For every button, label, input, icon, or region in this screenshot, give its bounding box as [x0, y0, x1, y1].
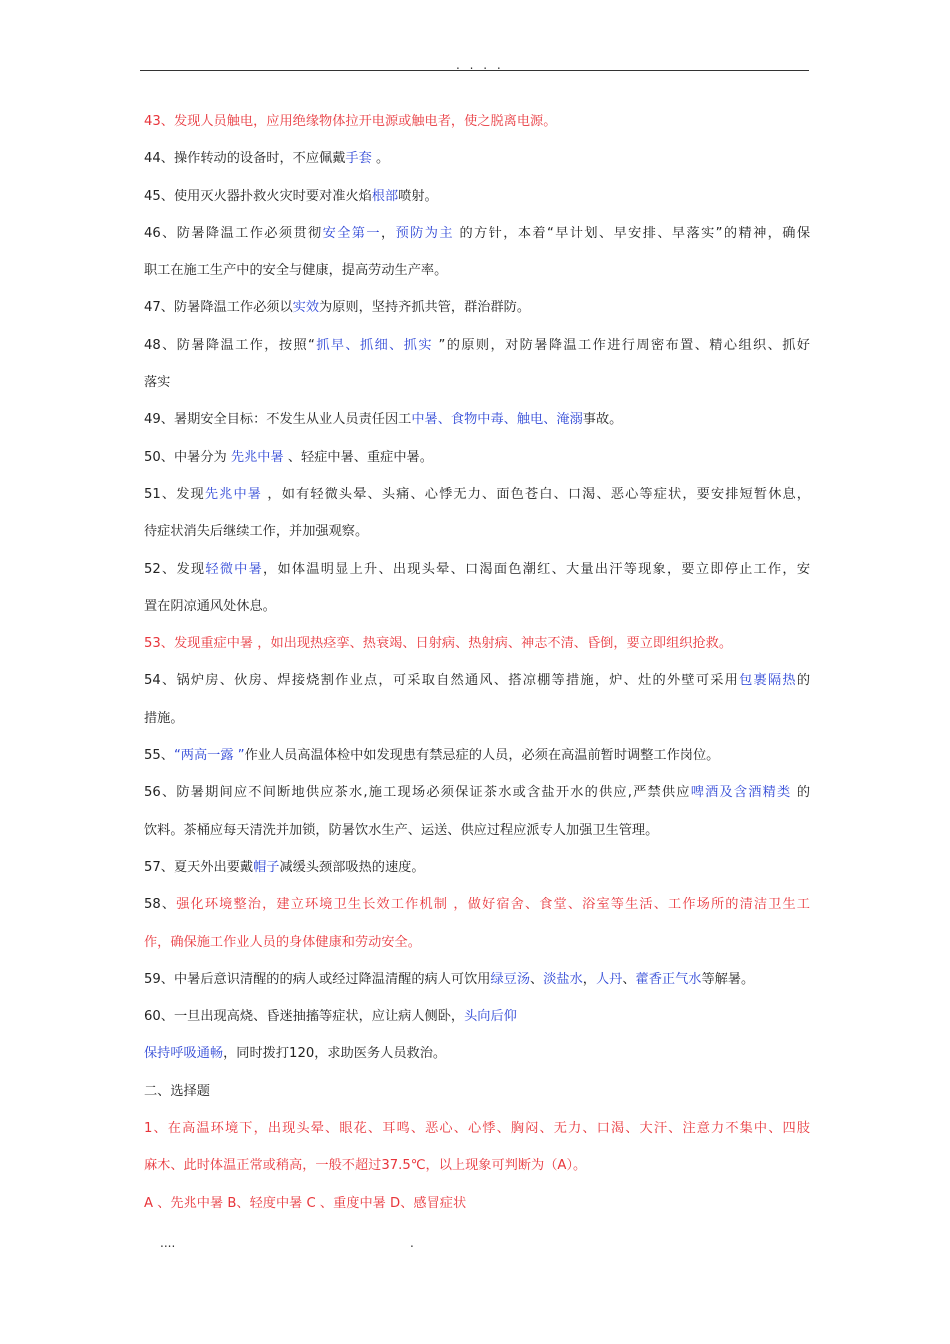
answer-text: 先兆中暑 — [230, 449, 284, 465]
body-text: 的 — [796, 673, 811, 689]
answer-text: “两高一露 ” — [173, 748, 245, 764]
body-text: 48、防暑降温工作，按照“ — [144, 337, 315, 353]
highlight-text: 作，确保施工作业人员的身体健康和劳动安全。 — [144, 934, 421, 950]
footer-right-dot: . — [410, 1236, 414, 1250]
body-text: 减缓头颈部吸热的速度。 — [279, 859, 425, 875]
body-text: 44、操作转动的设备时，不应佩戴 — [144, 151, 346, 167]
answer-text: 藿香正气水 — [635, 971, 702, 987]
body-text: 二、选择题 — [144, 1083, 210, 1099]
body-text: 措施。 — [144, 710, 184, 726]
body-text: 49、暑期安全目标：不发生从业人员责任因工 — [144, 412, 412, 428]
answer-text: 保持呼吸通畅 — [144, 1046, 224, 1062]
answer-text: 预防为主 — [395, 225, 454, 241]
body-text: 47、防暑降温工作必须以 — [144, 300, 293, 316]
text-line — [144, 1035, 810, 1072]
body-text: 51、发现 — [144, 486, 205, 502]
text-line — [144, 364, 810, 401]
body-text: 46、防暑降温工作必须贯彻 — [144, 225, 323, 241]
answer-text: 中暑、食物中毒、触电、淹溺 — [411, 412, 583, 428]
text-line — [144, 737, 810, 774]
answer-text: 安全第一 — [322, 225, 381, 241]
text-line — [144, 439, 810, 476]
text-line — [144, 625, 810, 662]
text-line — [144, 924, 810, 961]
text-line — [144, 178, 810, 215]
text-line — [144, 812, 810, 849]
body-text: 事故。 — [582, 412, 623, 428]
body-text: 52、发现 — [144, 561, 206, 577]
body-text: 职工在施工生产中的安全与健康，提高劳动生产率。 — [144, 263, 448, 279]
answer-text: 根部 — [371, 188, 399, 204]
text-line — [144, 476, 810, 513]
footer-left-dots: .... — [160, 1236, 176, 1250]
body-text: 57、夏天外出要戴 — [144, 859, 254, 875]
answer-text: 啤酒及含酒精类 — [690, 785, 792, 801]
body-text: 喷射。 — [398, 188, 438, 204]
body-text: 等解暑。 — [701, 971, 755, 987]
text-line — [144, 289, 810, 326]
answer-text: 手套 — [345, 151, 372, 167]
body-text: 45、使用灭火器扑救火灾时要对准火焰 — [144, 188, 372, 204]
body-text: 55、 — [144, 748, 174, 764]
text-line — [144, 252, 810, 289]
text-line — [144, 1185, 810, 1222]
answer-text: 实效 — [292, 300, 320, 316]
answer-text: 包裹隔热 — [739, 673, 797, 689]
answer-text: 绿豆汤 — [490, 971, 531, 987]
header-dots: . . . . — [456, 58, 504, 72]
answer-text: 人丹 — [595, 971, 623, 987]
body-text: 落实 — [144, 375, 171, 391]
text-line — [144, 1073, 810, 1110]
text-line — [144, 140, 810, 177]
text-line — [144, 1110, 810, 1147]
body-text: ，同时拨打120，求助医务人员救治。 — [223, 1046, 447, 1062]
text-line — [144, 662, 810, 699]
body-text: 待症状消失后继续工作，并加强观察。 — [144, 524, 369, 540]
answer-text: 头向后仰 — [464, 1009, 517, 1025]
body-text: 为原则，坚持齐抓共管，群治群防。 — [319, 300, 531, 316]
text-line — [144, 998, 810, 1035]
answer-text: 轻微中暑 — [205, 561, 264, 577]
body-text: ， — [380, 225, 396, 241]
body-text: 作业人员高温体检中如发现患有禁忌症的人员，必须在高温前暂时调整工作岗位。 — [244, 748, 720, 764]
header-rule — [140, 70, 809, 71]
text-line — [144, 700, 810, 737]
text-line — [144, 327, 810, 364]
body-text: ，如体温明显上升、出现头晕、口渴面色潮红、大量出汗等现象，要立即停止工作，安 — [263, 561, 811, 577]
body-text: 的方针，本着“早计划、早安排、早落实”的精神，确保 — [453, 225, 811, 241]
body-text: 、 — [622, 971, 636, 987]
highlight-text: 1、在高温环境下，出现头晕、眼花、耳鸣、恶心、心悸、胸闷、无力、口渴、大汗、注意力不集中、四肢 — [144, 1121, 810, 1137]
answer-text: 帽子 — [253, 859, 280, 875]
highlight-text: 43、发现人员触电，应用绝缘物体拉开电源或触电者，使之脱离电源。 — [144, 114, 557, 129]
body-text: 饮料。茶桶应每天清洗并加锁，防暑饮水生产、运送、供应过程应派专人加强卫生管理。 — [144, 822, 659, 838]
body-text: 。 — [371, 151, 390, 167]
answer-text: 抓早、抓细、抓实 — [314, 337, 433, 353]
body-text: 50、中暑分为 — [144, 449, 231, 465]
text-line — [144, 401, 810, 438]
text-line — [144, 886, 810, 923]
text-line — [144, 215, 810, 252]
highlight-text: 麻木、此时体温正常或稍高，一般不超过37.5℃，以上现象可判断为（A）。 — [144, 1158, 587, 1174]
text-line — [144, 961, 810, 998]
text-line — [144, 588, 810, 625]
answer-text: 先兆中暑 — [204, 486, 263, 502]
body-text: ， — [582, 971, 596, 987]
body-text: 58、 — [144, 897, 177, 913]
body-text: ”的原则，对防暑降温工作进行周密布置、精心组织、抓好 — [432, 337, 810, 353]
text-line — [144, 103, 810, 140]
highlight-text: 53、发现重症中暑 ，如出现热痉挛、热衰竭、日射病、热射病、神志不清、昏倒，要立即组织抢救。 — [144, 636, 733, 652]
text-line — [144, 513, 810, 550]
answer-text: 淡盐水 — [543, 971, 583, 987]
body-text: 置在阴凉通风处休息。 — [144, 598, 276, 614]
document-body — [144, 103, 810, 1222]
highlight-text: 强化环境整治，建立环境卫生长效工作机制 ，做好宿舍、食堂、浴室等生活、工作场所的清洁卫生工 — [176, 897, 810, 913]
body-text: ，如有轻微头晕、头痛、心悸无力、面色苍白、口渴、恶心等症状，要安排短暂休息， — [262, 486, 810, 502]
highlight-text: A 、先兆中暑 B、轻度中暑 C 、重度中暑 D、感冒症状 — [144, 1195, 467, 1211]
text-line — [144, 1147, 810, 1184]
body-text: 59、中暑后意识清醒的的病人或经过降温清醒的病人可饮用 — [144, 971, 491, 987]
text-line — [144, 849, 810, 886]
body-text: 60、一旦出现高烧、昏迷抽搐等症状，应让病人侧卧， — [144, 1009, 465, 1025]
text-line — [144, 774, 810, 811]
body-text: 、 — [530, 971, 544, 987]
text-line — [144, 551, 810, 588]
body-text: 、轻症中暑、重症中暑。 — [283, 449, 433, 465]
body-text: 的 — [791, 785, 811, 801]
body-text: 54、锅炉房、伙房、焊接烧割作业点，可采取自然通风、搭凉棚等措施，炉、灶的外壁可采用 — [144, 673, 740, 689]
body-text: 56、防暑期间应不间断地供应茶水,施工现场必须保证茶水或含盐开水的供应,严禁供应 — [144, 785, 691, 801]
